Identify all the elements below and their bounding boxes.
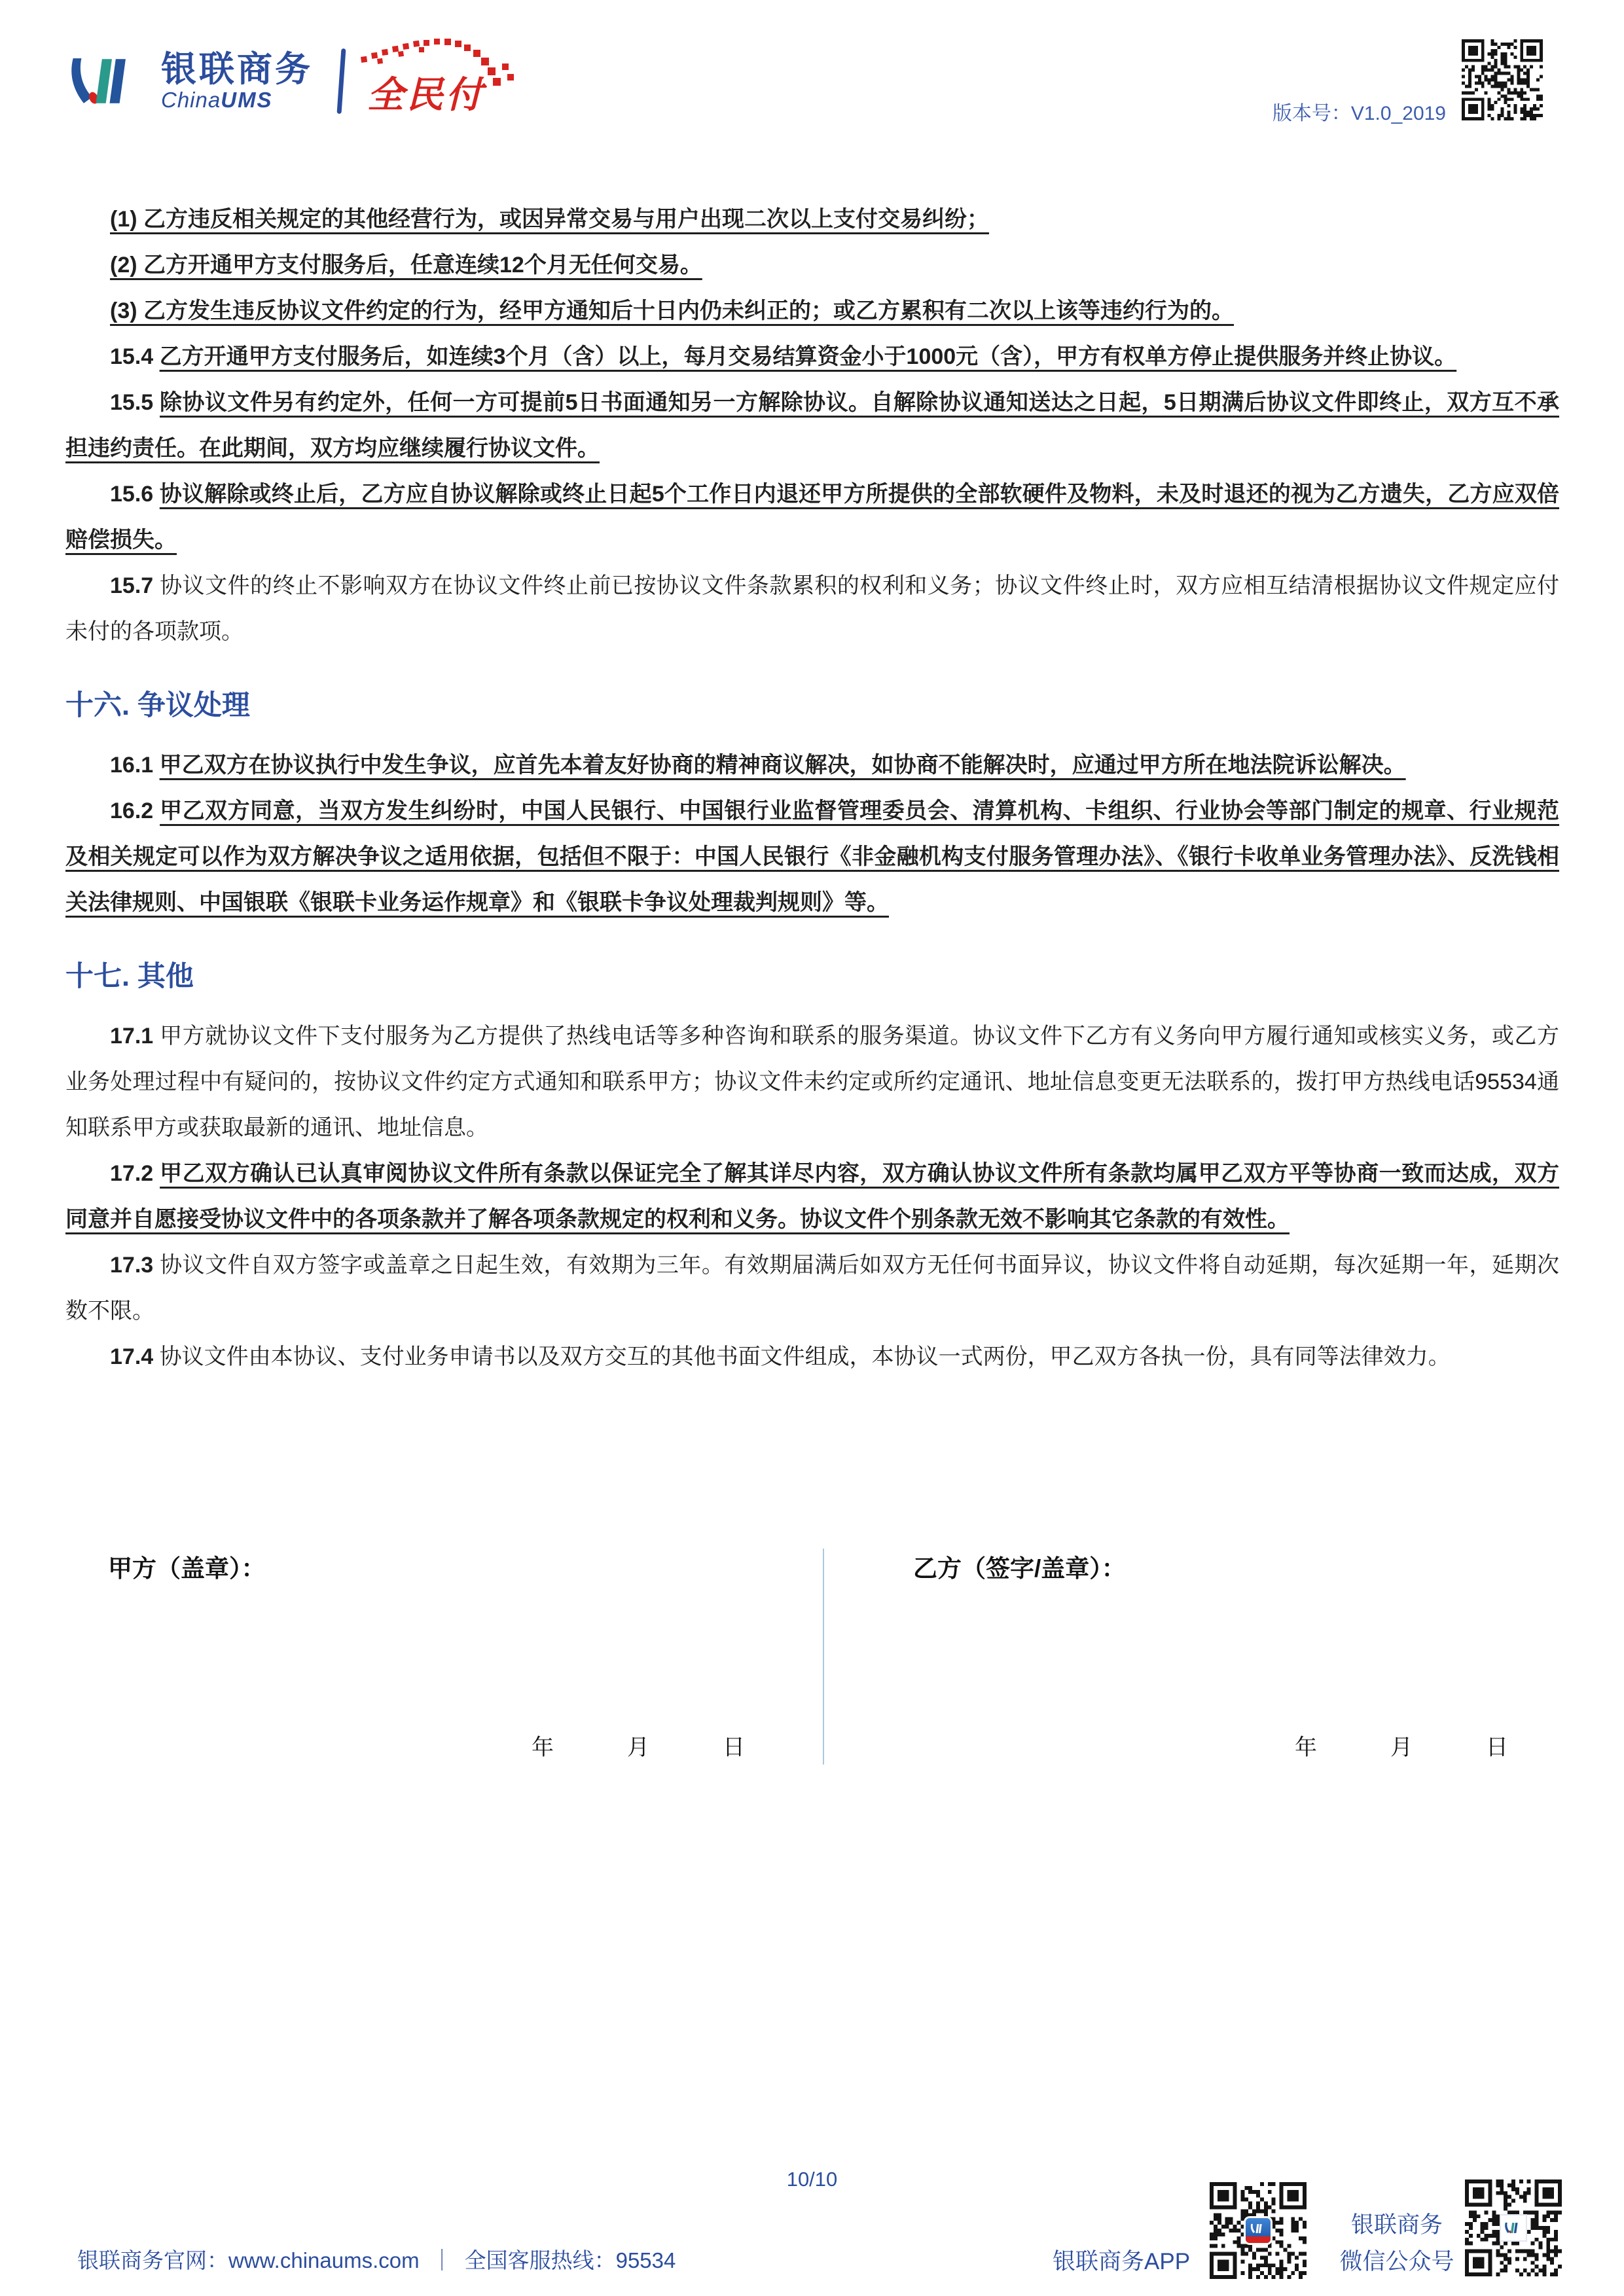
month-label: 月 xyxy=(627,1735,649,1760)
section-heading: 十六. 争议处理 xyxy=(65,690,250,721)
document-body xyxy=(65,196,1559,1380)
clause-1: (1) 乙方违反相关规定的其他经营行为，或因异常交易与用户出现二次以上支付交易纠纷； xyxy=(110,207,989,232)
month-label: 月 xyxy=(1390,1735,1413,1760)
wechat-qr-code xyxy=(1465,2179,1562,2276)
party-a-seal-label: 甲方（盖章）： xyxy=(108,1555,266,1582)
clause-16-2: 16.2 甲乙双方同意，当双方发生纠纷时，中国人民银行、中国银行业监督管理委员会、清算机构、卡组织、行业协会等部门制定的规章、行业规范及相关规定可以作为双方解决争议之适用依据，包括但不限于：中国人民银行《非金融机构支付服务管理办法》、《银行卡收单业务管理办法》、反洗钱相关法律规则、中国银联《银联卡业务运作规章》和《银联卡争议处理裁判规则》等。 xyxy=(65,798,1560,915)
brand-name-en: ChinaUMS xyxy=(161,88,273,112)
quanminfu-logo xyxy=(367,44,485,118)
day-label: 日 xyxy=(1486,1735,1508,1760)
chinaums-mini-logo-icon xyxy=(1500,2214,1527,2242)
wechat-label-line1: 银联商务 xyxy=(1350,2212,1443,2238)
clause-2: (2) 乙方开通甲方支付服务后，任意连续12个月无任何交易。 xyxy=(110,253,702,278)
service-hotline-label: 全国客服热线：95534 xyxy=(464,2248,676,2272)
brand-text xyxy=(161,50,313,112)
footer-separator: ｜ xyxy=(431,2248,453,2272)
signature-divider xyxy=(823,1549,824,1765)
version-qr-code xyxy=(1462,39,1543,120)
app-qr-code xyxy=(1210,2182,1307,2279)
logo-divider xyxy=(337,48,346,114)
clause-15-5: 15.5 除协议文件另有约定外，任何一方可提前5日书面通知另一方解除协议。自解除协议通知送达之日起，5日期满后协议文件即终止，双方互不承担违约责任。在此期间，双方均应继续履行协议文件。 xyxy=(65,390,1559,461)
clause-15-6: 15.6 协议解除或终止后，乙方应自协议解除或终止日起5个工作日内退还甲方所提供的全部软硬件及物料，未及时退还的视为乙方遗失，乙方应双倍赔偿损失。 xyxy=(65,482,1560,552)
version-label: 版本号：V1.0_2019 xyxy=(1272,103,1446,124)
footer-contact-line xyxy=(77,2244,676,2274)
wechat-qr-label xyxy=(1327,2207,1466,2280)
clause-15-4: 15.4 乙方开通甲方支付服务后，如连续3个月（含）以上，每月交易结算资金小于1000元（含），甲方有权单方停止提供服务并终止协议。 xyxy=(110,344,1457,369)
party-a-date-line xyxy=(532,1729,745,1761)
party-b-sign-seal-label: 乙方（签字/盖章）： xyxy=(913,1555,1126,1582)
product-name: 全民付 xyxy=(367,74,485,115)
ums-logo-mark-icon xyxy=(65,46,149,117)
year-label: 年 xyxy=(1295,1735,1317,1760)
brand-name-cn: 银联商务 xyxy=(161,50,313,89)
clause-15-7: 15.7 协议文件的终止不影响双方在协议文件终止前已按协议文件条款累积的权利和义务；协议文件终止时，双方应相互结清根据协议文件规定应付未付的各项款项。 xyxy=(65,573,1560,644)
clause-17-3: 17.3 协议文件自双方签字或盖章之日起生效，有效期为三年。有效期届满后如双方无任何书面异议，协议文件将自动延期，每次延期一年，延期次数不限。 xyxy=(65,1253,1560,1323)
checkered-flag-icon xyxy=(355,35,526,98)
clause-17-1: 17.1 甲方就协议文件下支付服务为乙方提供了热线电话等多种咨询和联系的服务渠道。协议文件下乙方有义务向甲方履行通知或核实义务，或乙方业务处理过程中有疑问的，按协议文件约定方式通知和联系甲方；协议文件未约定或所约定通讯、地址信息变更无法联系的，拨打甲方热线电话95534通知联系甲方或获取最新的通讯、地址信息。 xyxy=(65,1024,1560,1140)
clause-17-4: 17.4 协议文件由本协议、支付业务申请书以及双方交互的其他书面文件组成，本协议一式两份，甲乙双方各执一份，具有同等法律效力。 xyxy=(110,1344,1451,1369)
day-label: 日 xyxy=(723,1735,745,1760)
wechat-label-line2: 微信公众号 xyxy=(1339,2249,1454,2274)
year-label: 年 xyxy=(532,1735,554,1760)
party-b-date-line xyxy=(1295,1729,1508,1761)
official-website-label: 银联商务官网：www.chinaums.com xyxy=(77,2248,420,2272)
clause-16-1: 16.1 甲乙双方在协议执行中发生争议，应首先本着友好协商的精神商议解决，如协商不能解决时，应通过甲方所在地法院诉讼解决。 xyxy=(110,753,1406,778)
app-icon xyxy=(1244,2216,1272,2245)
clause-3: (3) 乙方发生违反协议文件约定的行为，经甲方通知后十日内仍未纠正的；或乙方累积有二次以上该等违约行为的。 xyxy=(110,298,1234,323)
section-heading: 十七. 其他 xyxy=(65,961,194,992)
app-qr-label: 银联商务APP xyxy=(1053,2249,1191,2274)
clause-17-2: 17.2 甲乙双方确认已认真审阅协议文件所有条款以保证完全了解其详尽内容，双方确认协议文件所有条款均属甲乙双方平等协商一致而达成，双方同意并自愿接受协议文件中的各项条款并了解各项条款规定的权利和义务。协议文件个别条款无效不影响其它条款的有效性。 xyxy=(65,1161,1560,1232)
page-number: 10/10 xyxy=(786,2168,838,2191)
chinaums-logo xyxy=(65,45,485,118)
